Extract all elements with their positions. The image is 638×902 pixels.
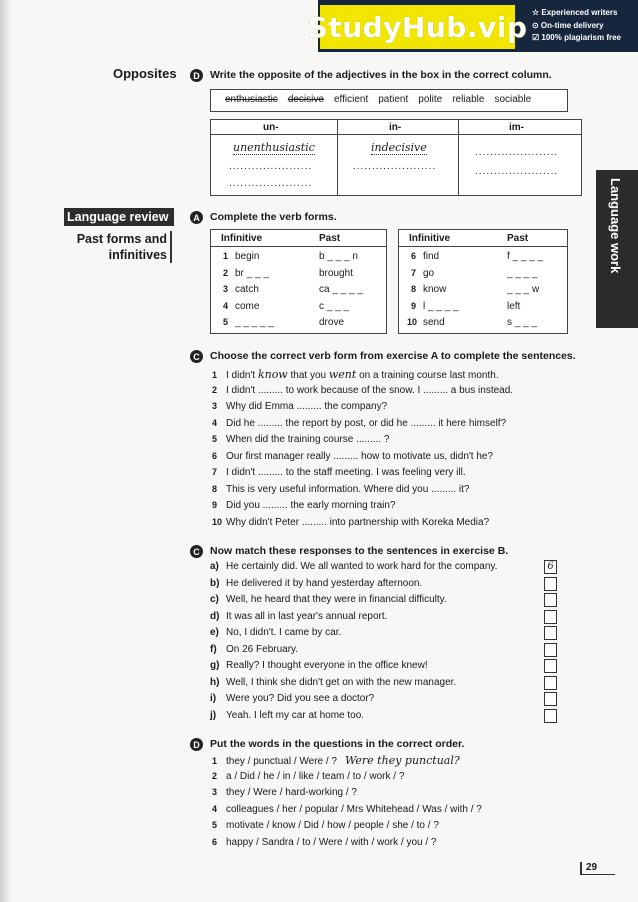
exercise-letter-badge: A [190, 211, 203, 224]
item-number: 9 [212, 500, 218, 510]
opposites-table [210, 119, 582, 196]
response-text: Well, he heard that they were in financial difficulty. [226, 594, 447, 605]
answer-checkbox[interactable] [544, 692, 557, 706]
item-number: 3 [212, 787, 218, 797]
sentence-item [212, 467, 466, 478]
question-words: they / punctual / Were / ? [226, 756, 337, 767]
language-review-topic: Past forms and infinitives [70, 231, 172, 263]
infinitive-cell[interactable]: begin [235, 251, 260, 262]
infinitive-cell[interactable]: br _ _ _ [235, 267, 269, 279]
answer-blank[interactable]: ...................... [229, 178, 313, 189]
exercise-letter-badge: D [190, 69, 203, 82]
item-number: 3 [212, 401, 218, 411]
language-review-label: Language review [64, 208, 174, 226]
answer-checkbox[interactable] [544, 626, 557, 640]
response-text: No, I didn't. I came by car. [226, 627, 342, 638]
sentence-text[interactable]: I didn't ......... to the staff meeting. I was feeling very ill. [226, 467, 466, 478]
response-text: Yeah. I left my car at home too. [226, 709, 365, 721]
brand-logo[interactable]: StudyHub.vip [320, 5, 515, 49]
past-cell[interactable]: b _ _ _ n [319, 251, 358, 262]
answer-indecisive: indecisive [371, 141, 427, 154]
column-header-im: im- [509, 122, 524, 133]
question-words: a / Did / he / in / like / team / to / work / ? [226, 770, 405, 782]
response-letter: j) [210, 709, 217, 721]
word-box [210, 89, 568, 112]
response-text: He certainly did. We all wanted to work hard for the company. [226, 561, 498, 572]
infinitive-cell[interactable]: find [423, 251, 440, 262]
past-cell[interactable]: _ _ _ w [507, 284, 540, 295]
item-number: 4 [212, 417, 218, 428]
response-text: He delivered it by hand yesterday afternoon. [226, 577, 423, 589]
exercise-instruction: Write the opposite of the adjectives in the box in the correct column. [210, 69, 552, 81]
sentence-item [212, 500, 396, 511]
brand-features [532, 7, 621, 45]
item-number: 7 [212, 467, 218, 477]
answer-blank[interactable]: ...................... [353, 161, 437, 172]
question-item [212, 820, 439, 831]
past-cell[interactable]: s _ _ _ [507, 317, 538, 328]
answer-checkbox[interactable] [544, 676, 557, 690]
question-item [212, 771, 404, 782]
response-text: Were you? Did you see a doctor? [226, 693, 375, 704]
column-header-infinitive: Infinitive [409, 233, 451, 244]
item-number: 5 [212, 434, 218, 444]
sentence-item [212, 385, 513, 396]
answer-checkbox[interactable] [544, 709, 557, 723]
sentence-item [212, 368, 499, 381]
item-number: 6 [212, 450, 218, 461]
infinitive-cell[interactable]: _ _ _ _ _ [235, 317, 274, 328]
sentence-text[interactable]: Our first manager really ......... how to motivate us, didn't he? [226, 450, 494, 462]
exercise-instruction: Complete the verb forms. [210, 211, 337, 223]
question-item [212, 804, 482, 815]
section-heading-opposites: Opposites [113, 66, 177, 81]
brand-feature: ☆ Experienced writers [532, 8, 618, 17]
sentence-text[interactable]: Why did Emma ......... the company? [226, 401, 388, 412]
sentence-text[interactable]: Why didn't Peter ......... into partnership with Koreka Media? [226, 516, 490, 528]
infinitive-cell[interactable]: catch [235, 284, 259, 295]
question-words: they / Were / hard-working / ? [226, 787, 357, 798]
question-words: motivate / know / Did / how / people / she / to / ? [226, 820, 439, 831]
response-letter: f) [210, 643, 217, 655]
column-header-infinitive: Infinitive [221, 233, 263, 244]
row-number: 7 [411, 267, 417, 278]
verb-table-left [210, 229, 387, 334]
row-number: 10 [407, 317, 418, 327]
word: patient [378, 94, 409, 105]
item-number: 6 [212, 836, 218, 847]
response-letter: e) [210, 627, 219, 638]
handwritten-answer[interactable]: Were they punctual? [345, 754, 460, 767]
question-words: happy / Sandra / to / Were / with / work / you / ? [226, 836, 437, 848]
word: efficient [333, 94, 369, 105]
word-struck: enthusiastic [225, 94, 278, 105]
word-struck: decisive [287, 94, 324, 105]
response-letter: c) [210, 594, 219, 605]
response-text: Really? I thought everyone in the office knew! [226, 660, 428, 671]
word: polite [418, 94, 443, 105]
answer-checkbox[interactable] [544, 593, 557, 607]
sentence-item [212, 517, 489, 528]
item-number: 5 [212, 820, 218, 830]
infinitive-cell[interactable]: l _ _ _ _ [423, 300, 459, 312]
sentence-text[interactable]: When did the training course ......... ? [226, 434, 390, 445]
item-number: 1 [212, 370, 218, 380]
response-text: Well, I think she didn't get on with the new manager. [226, 676, 457, 688]
answer-blank[interactable]: ...................... [475, 147, 559, 158]
response-letter: i) [210, 693, 217, 704]
item-number: 2 [212, 770, 218, 781]
item-number: 1 [212, 756, 218, 766]
sentence-text[interactable]: This is very useful information. Where did you ......... it? [226, 483, 470, 495]
past-cell[interactable]: c _ _ _ [319, 300, 350, 312]
sentence-item [212, 451, 493, 462]
response-letter: b) [210, 577, 220, 589]
sentence-item [212, 401, 387, 412]
sentence-text[interactable]: Did you ......... the early morning train? [226, 500, 396, 511]
exercise-letter-badge: D [190, 738, 203, 751]
past-cell[interactable]: _ _ _ _ [507, 267, 538, 279]
exercise-instruction: Choose the correct verb form from exercise A to complete the sentences. [210, 350, 576, 362]
exercise-instruction: Now match these responses to the sentences in exercise B. [210, 545, 509, 557]
question-item [212, 754, 460, 767]
past-cell[interactable]: drove [319, 317, 345, 328]
exercise-letter-badge: C [190, 350, 203, 363]
exercise-letter-badge: C [190, 545, 203, 558]
infinitive-cell[interactable]: know [423, 284, 447, 295]
infinitive-cell[interactable]: go [423, 267, 435, 279]
sentence-text[interactable]: I didn't know that you went on a training course last month. [226, 368, 499, 381]
side-tab-language-work: Language work [596, 170, 638, 328]
word-box-list [225, 94, 541, 105]
item-number: 4 [212, 803, 218, 814]
response-text: On 26 February. [226, 643, 299, 655]
sentence-text[interactable]: Did he ......... the report by post, or did he ......... it here himself? [226, 417, 507, 429]
column-header-past: Past [507, 233, 529, 244]
question-item [212, 837, 436, 848]
past-cell[interactable]: left [507, 300, 521, 312]
response-letter: g) [210, 660, 220, 671]
answer-checkbox[interactable] [544, 577, 557, 591]
header-divider [211, 246, 386, 247]
row-number: 2 [223, 267, 229, 278]
word: reliable [452, 94, 485, 105]
item-number: 10 [212, 516, 223, 527]
verb-table-right [398, 229, 568, 334]
infinitive-cell[interactable]: come [235, 300, 260, 312]
response-letter: d) [210, 610, 220, 622]
past-cell[interactable]: ca _ _ _ _ [319, 284, 363, 295]
answer-checkbox[interactable] [544, 610, 557, 624]
brand-feature: ⊙ On-time delivery [532, 20, 604, 30]
row-number: 8 [411, 284, 417, 294]
word: sociable [494, 94, 532, 105]
question-words: colleagues / her / popular / Mrs Whitehead / Was / with / ? [226, 803, 482, 815]
item-number: 2 [212, 384, 218, 395]
response-text: It was all in last year's annual report. [226, 610, 388, 622]
answer-checkbox[interactable]: 6 [544, 560, 557, 574]
column-header-in: in- [389, 122, 402, 133]
sentence-item [212, 418, 506, 429]
row-number: 1 [223, 251, 229, 261]
answer-checkbox[interactable] [544, 659, 557, 673]
past-cell[interactable]: brought [319, 267, 353, 279]
infinitive-cell[interactable]: send [423, 317, 445, 328]
row-number: 4 [223, 300, 229, 311]
sentence-item [212, 484, 469, 495]
brand-feature: ☑ 100% plagiarism free [532, 33, 621, 42]
question-item [212, 787, 357, 798]
sentence-text[interactable]: I didn't ......... to work because of the snow. I ......... a bus instead. [226, 384, 514, 396]
answer-checkbox[interactable] [544, 643, 557, 657]
row-number: 9 [411, 300, 417, 311]
column-header-past: Past [319, 233, 341, 244]
row-number: 6 [411, 251, 417, 261]
past-cell[interactable]: f _ _ _ _ [507, 251, 544, 262]
page-number: 29 [580, 862, 615, 875]
row-number: 5 [223, 317, 229, 327]
header-divider [399, 246, 567, 247]
answer-unenthusiastic: unenthusiastic [233, 141, 315, 154]
exercise-instruction: Put the words in the questions in the correct order. [210, 738, 465, 750]
page-gutter-shadow [0, 0, 12, 902]
answer-blank[interactable]: ...................... [475, 166, 559, 177]
sentence-item [212, 434, 389, 445]
answer-blank[interactable]: ...................... [229, 161, 313, 172]
row-number: 3 [223, 284, 229, 294]
response-letter: a) [210, 561, 219, 572]
item-number: 8 [212, 483, 218, 494]
column-header-un: un- [263, 122, 279, 133]
response-letter: h) [210, 676, 220, 688]
